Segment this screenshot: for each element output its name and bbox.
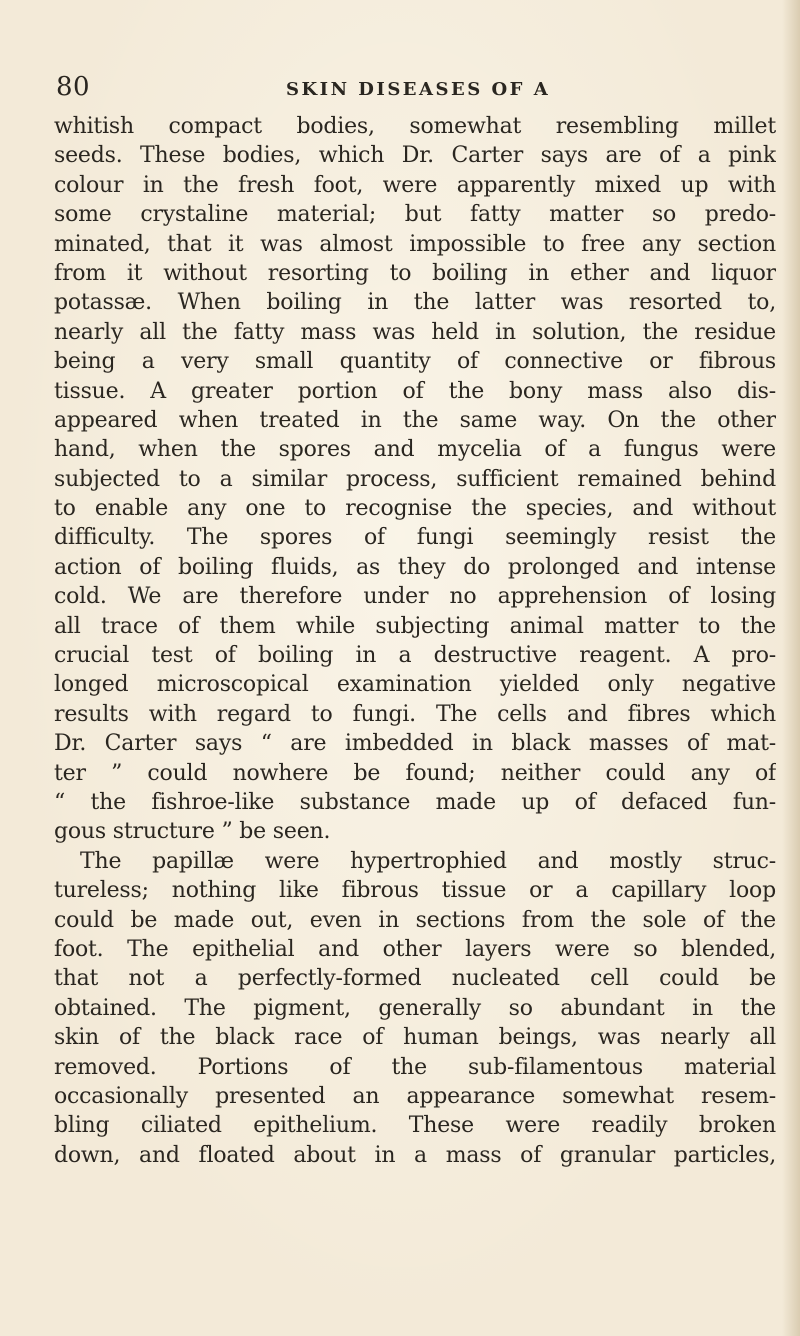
text-line: seeds. These bodies, which Dr. Carter says are of a pink	[54, 143, 776, 169]
text-line: cold. We are therefore under no apprehension of losing	[54, 584, 776, 610]
text-line: occasionally presented an appearance somewhat resem-	[54, 1083, 776, 1109]
running-head: SKIN DISEASES OF A	[286, 79, 551, 100]
text-line: Dr. Carter says “ are imbedded in black masses of mat-	[54, 731, 776, 757]
text-line: colour in the fresh foot, were apparently mixed up with	[54, 172, 776, 198]
body-text	[54, 112, 776, 1170]
text-line: hand, when the spores and mycelia of a fungus were	[54, 437, 776, 463]
text-line: obtained. The pigment, generally so abundant in the	[54, 995, 776, 1021]
text-line: foot. The epithelial and other layers were so blended,	[54, 936, 776, 962]
text-line: ter ” could nowhere be found; neither could any of	[54, 760, 776, 786]
text-line: down, and floated about in a mass of granular particles,	[54, 1142, 776, 1168]
text-line: minated, that it was almost impossible to free any section	[54, 231, 776, 257]
text-line: subjected to a similar process, sufficient remained behind	[54, 466, 776, 492]
text-line: all trace of them while subjecting animal matter to the	[54, 613, 776, 639]
page-number: 80	[56, 72, 91, 102]
text-line: some crystaline material; but fatty matter so predo-	[54, 202, 776, 228]
text-line: gous structure ” be seen.	[54, 819, 331, 845]
text-line: tureless; nothing like fibrous tissue or a capillary loop	[54, 878, 776, 904]
page-header	[56, 72, 756, 102]
page-edge-shadow	[782, 0, 800, 1336]
text-line: could be made out, even in sections from the sole of the	[54, 907, 776, 933]
text-line: crucial test of boiling in a destructive reagent. A pro-	[54, 643, 776, 669]
text-line: “ the fishroe-like substance made up of defaced fun-	[54, 789, 776, 815]
text-line: longed microscopical examination yielded only negative	[54, 672, 776, 698]
text-line: difficulty. The spores of fungi seemingly resist the	[54, 525, 776, 551]
text-line: potassæ. When boiling in the latter was resorted to,	[54, 290, 776, 316]
text-line: results with regard to fungi. The cells and fibres which	[54, 701, 776, 727]
text-line: removed. Portions of the sub-filamentous material	[54, 1054, 776, 1080]
text-line: appeared when treated in the same way. On the other	[54, 407, 776, 433]
text-line: whitish compact bodies, somewhat resembling millet	[54, 114, 776, 139]
paragraph-start-line: The papillæ were hypertrophied and mostly struc-	[80, 848, 776, 874]
text-line: nearly all the fatty mass was held in solution, the residue	[54, 319, 776, 345]
text-line: to enable any one to recognise the species, and without	[54, 496, 776, 522]
text-line: bling ciliated epithelium. These were readily broken	[54, 1113, 776, 1139]
text-line: skin of the black race of human beings, was nearly all	[54, 1025, 776, 1051]
text-line: from it without resorting to boiling in ether and liquor	[54, 260, 776, 286]
text-line: tissue. A greater portion of the bony mass also dis-	[54, 378, 776, 404]
text-line: being a very small quantity of connective or fibrous	[54, 349, 776, 375]
text-line: that not a perfectly-formed nucleated cell could be	[54, 966, 776, 992]
text-line: action of boiling fluids, as they do prolonged and intense	[54, 554, 776, 580]
